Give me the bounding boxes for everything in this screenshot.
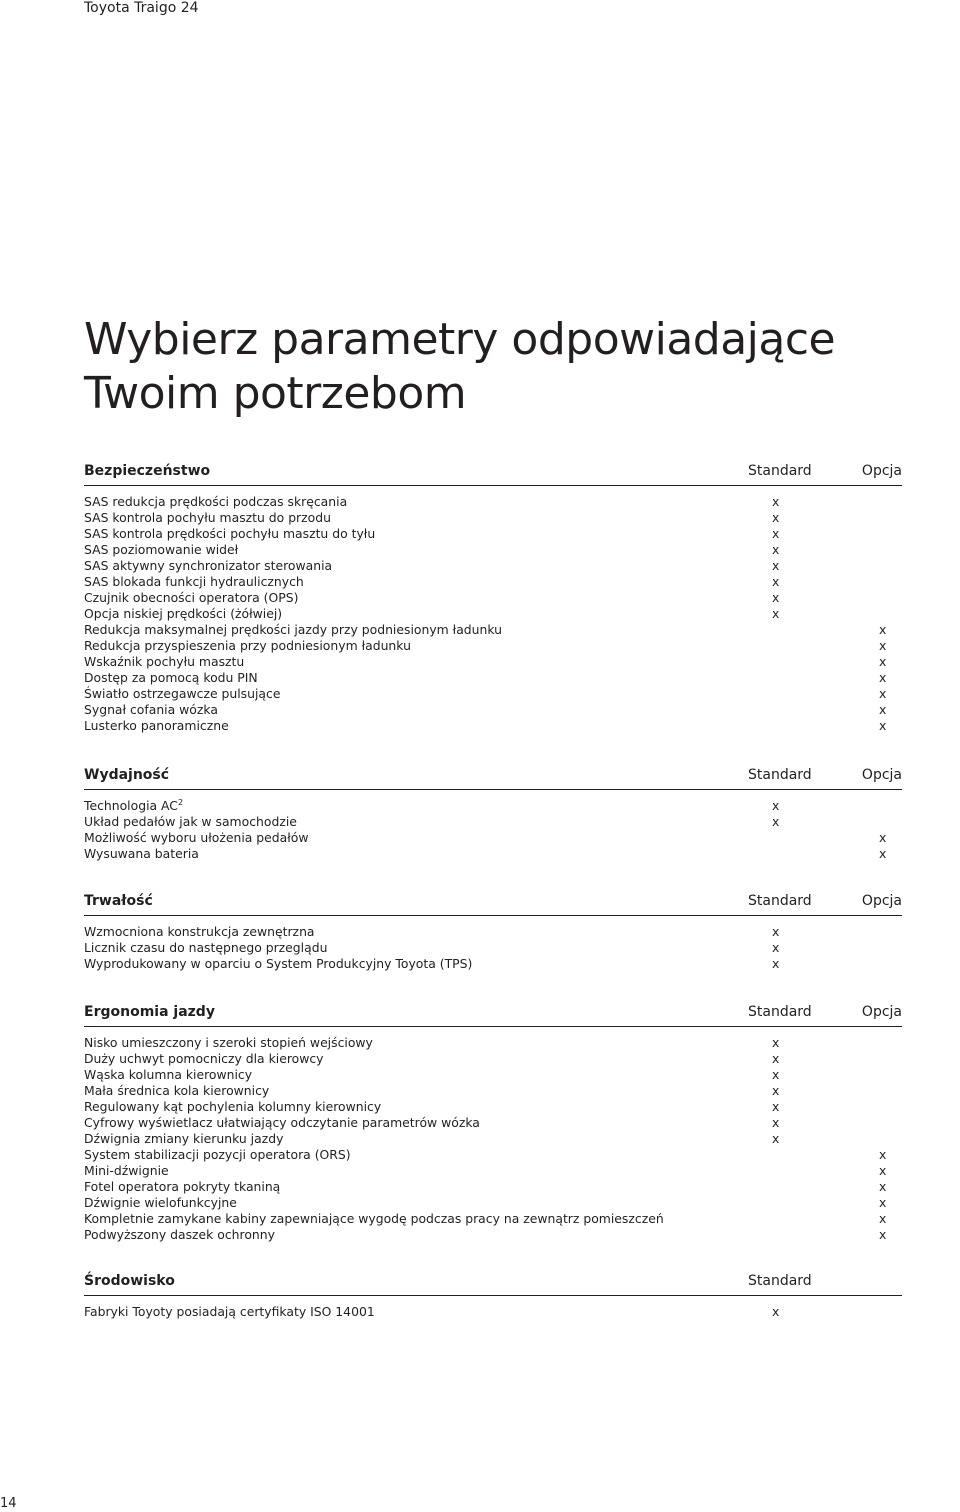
standard-mark: x: [772, 1099, 780, 1114]
page-number: 14: [0, 1496, 17, 1511]
section-header: [84, 1003, 902, 1021]
feature-row: [84, 1163, 902, 1179]
feature-row: [84, 1067, 902, 1083]
feature-row: [84, 924, 902, 940]
option-mark: x: [879, 1147, 887, 1162]
feature-row: [84, 1083, 902, 1099]
option-mark: x: [879, 1163, 887, 1178]
column-header-standard: Standard: [748, 1273, 812, 1289]
option-mark: x: [879, 718, 887, 733]
feature-label-text: Dostęp za pomocą kodu PIN: [84, 670, 258, 685]
section-divider: [84, 1295, 902, 1296]
option-mark: x: [879, 638, 887, 653]
feature-row: [84, 1211, 902, 1227]
standard-mark: x: [772, 956, 780, 971]
feature-label: [84, 1163, 169, 1179]
feature-label-text: Lusterko panoramiczne: [84, 718, 229, 733]
standard-mark: x: [772, 1051, 780, 1066]
section-header: [84, 1272, 902, 1290]
standard-mark: x: [772, 558, 780, 573]
feature-row: [84, 1035, 902, 1051]
footnote-marker: 2: [177, 798, 184, 807]
feature-label: [84, 830, 308, 846]
standard-mark: x: [772, 526, 780, 541]
section-ergonomics: [84, 1003, 902, 1243]
standard-mark: x: [772, 798, 780, 813]
section-divider: [84, 915, 902, 916]
feature-label-text: Możliwość wyboru ułożenia pedałów: [84, 830, 309, 845]
page-title-line-1: Wybierz parametry odpowiadające: [84, 314, 836, 365]
feature-row: [84, 956, 902, 972]
column-header-option: Opcja: [861, 893, 902, 909]
feature-label: [84, 558, 332, 574]
feature-label: [84, 1227, 275, 1243]
option-mark: x: [879, 1211, 887, 1226]
section-environment: [84, 1272, 902, 1320]
feature-label-text: Wyprodukowany w oparciu o System Produkcyjny Toyota (TPS): [84, 956, 473, 971]
feature-label-text: SAS blokada funkcji hydraulicznych: [84, 574, 304, 589]
feature-label-text: Licznik czasu do następnego przeglądu: [84, 940, 328, 955]
feature-label: [84, 940, 327, 956]
feature-row: [84, 686, 902, 702]
feature-label-text: Dźwignia zmiany kierunku jazdy: [84, 1131, 284, 1146]
feature-label: [84, 814, 297, 830]
standard-mark: x: [772, 590, 780, 605]
feature-label-text: Cyfrowy wyświetlacz ułatwiający odczytanie parametrów wózka: [84, 1115, 480, 1130]
feature-label: [84, 1131, 283, 1147]
feature-label: [84, 1147, 351, 1163]
feature-row: [84, 670, 902, 686]
feature-label: [84, 1099, 381, 1115]
option-mark: x: [879, 830, 887, 845]
feature-label: [84, 1304, 375, 1320]
column-header-option: Opcja: [861, 1004, 902, 1020]
feature-label-text: Duży uchwyt pomocniczy dla kierowcy: [84, 1051, 324, 1066]
feature-row: [84, 1195, 902, 1211]
feature-label-text: Czujnik obecności operatora (OPS): [84, 590, 299, 605]
section-divider: [84, 1026, 902, 1027]
option-mark: x: [879, 686, 887, 701]
feature-row: [84, 494, 902, 510]
section-divider: [84, 485, 902, 486]
feature-label-text: Układ pedałów jak w samochodzie: [84, 814, 297, 829]
option-mark: x: [879, 846, 887, 861]
feature-label: [84, 798, 183, 814]
column-header-standard: Standard: [748, 767, 812, 783]
feature-label-text: SAS kontrola pochyłu masztu do przodu: [84, 510, 331, 525]
feature-row: [84, 1179, 902, 1195]
section-header: [84, 892, 902, 910]
feature-row: [84, 814, 902, 830]
column-header-option: Opcja: [861, 463, 902, 479]
feature-label-text: Wzmocniona konstrukcja zewnętrzna: [84, 924, 315, 939]
standard-mark: x: [772, 510, 780, 525]
feature-row: [84, 1051, 902, 1067]
standard-mark: x: [772, 924, 780, 939]
column-header-standard: Standard: [748, 1004, 812, 1020]
standard-mark: x: [772, 1304, 780, 1319]
feature-label: [84, 1067, 252, 1083]
page-title: [84, 313, 835, 421]
feature-row: [84, 590, 902, 606]
feature-label-text: Wąska kolumna kierownicy: [84, 1067, 253, 1082]
feature-row: [84, 1099, 902, 1115]
option-mark: x: [879, 670, 887, 685]
section-title: Bezpieczeństwo: [84, 463, 211, 479]
standard-mark: x: [772, 574, 780, 589]
feature-label-text: Kompletnie zamykane kabiny zapewniające wygodę podczas pracy na zewnątrz pomieszczeń: [84, 1211, 664, 1226]
feature-label-text: SAS poziomowanie wideł: [84, 542, 239, 557]
feature-label-text: Fotel operatora pokryty tkaniną: [84, 1179, 281, 1194]
standard-mark: x: [772, 814, 780, 829]
feature-row: [84, 654, 902, 670]
feature-row: [84, 542, 902, 558]
feature-label: [84, 1035, 373, 1051]
feature-label-text: Regulowany kąt pochylenia kolumny kierownicy: [84, 1099, 382, 1114]
feature-label-text: SAS aktywny synchronizator sterowania: [84, 558, 333, 573]
feature-label: [84, 590, 298, 606]
feature-label-text: Wskaźnik pochyłu masztu: [84, 654, 245, 669]
feature-label: [84, 1083, 269, 1099]
feature-label-text: Redukcja przyspieszenia przy podniesionym ładunku: [84, 638, 411, 653]
section-title: Ergonomia jazdy: [84, 1004, 215, 1020]
option-mark: x: [879, 702, 887, 717]
standard-mark: x: [772, 1035, 780, 1050]
feature-row: [84, 622, 902, 638]
feature-row: [84, 606, 902, 622]
feature-label: [84, 574, 304, 590]
feature-label: [84, 542, 238, 558]
feature-label: [84, 924, 315, 940]
standard-mark: x: [772, 1083, 780, 1098]
feature-label: [84, 654, 244, 670]
feature-row: [84, 510, 902, 526]
option-mark: x: [879, 622, 887, 637]
feature-label: [84, 1195, 237, 1211]
feature-row: [84, 574, 902, 590]
section-durability: [84, 892, 902, 972]
feature-label-text: Dźwignie wielofunkcyjne: [84, 1195, 237, 1210]
feature-label: [84, 638, 411, 654]
feature-label-text: Fabryki Toyoty posiadają certyfikaty ISO 14001: [84, 1304, 375, 1319]
feature-row: [84, 1147, 902, 1163]
standard-mark: x: [772, 1067, 780, 1082]
standard-mark: x: [772, 940, 780, 955]
feature-label-text: Sygnał cofania wózka: [84, 702, 218, 717]
feature-label: [84, 702, 218, 718]
feature-row: [84, 1227, 902, 1243]
standard-mark: x: [772, 494, 780, 509]
feature-row: [84, 940, 902, 956]
option-mark: x: [879, 1227, 887, 1242]
feature-label: [84, 846, 199, 862]
feature-label-text: SAS redukcja prędkości podczas skręcania: [84, 494, 348, 509]
feature-row: [84, 1115, 902, 1131]
feature-row: [84, 718, 902, 734]
feature-row: [84, 638, 902, 654]
feature-label-text: SAS kontrola prędkości pochyłu masztu do tyłu: [84, 526, 376, 541]
option-mark: x: [879, 1179, 887, 1194]
feature-row: [84, 526, 902, 542]
feature-row: [84, 1131, 902, 1147]
section-safety: [84, 462, 902, 734]
standard-mark: x: [772, 1115, 780, 1130]
section-title: Wydajność: [84, 767, 170, 783]
standard-mark: x: [772, 1131, 780, 1146]
feature-label: [84, 526, 375, 542]
feature-label: [84, 622, 502, 638]
feature-row: [84, 798, 902, 814]
feature-label-text: Wysuwana bateria: [84, 846, 199, 861]
feature-label-text: Opcja niskiej prędkości (żółwiej): [84, 606, 283, 621]
section-title: Trwałość: [84, 893, 153, 909]
section-title: Środowisko: [84, 1273, 175, 1289]
document-header: Toyota Traigo 24: [84, 0, 199, 16]
feature-row: [84, 830, 902, 846]
feature-label-text: Mini-dźwignie: [84, 1163, 169, 1178]
feature-label-text: Nisko umieszczony i szeroki stopień wejściowy: [84, 1035, 373, 1050]
feature-label: [84, 956, 472, 972]
feature-label-text: Podwyższony daszek ochronny: [84, 1227, 275, 1242]
feature-label-text: System stabilizacji pozycji operatora (ORS): [84, 1147, 351, 1162]
feature-label: [84, 1051, 324, 1067]
section-header: [84, 462, 902, 480]
column-header-option: Opcja: [861, 767, 902, 783]
section-header: [84, 766, 902, 784]
section-divider: [84, 789, 902, 790]
feature-label: [84, 494, 347, 510]
feature-label: [84, 686, 280, 702]
option-mark: x: [879, 1195, 887, 1210]
section-performance: [84, 766, 902, 862]
feature-label-text: Mała średnica kola kierownicy: [84, 1083, 270, 1098]
feature-row: [84, 702, 902, 718]
column-header-standard: Standard: [748, 463, 812, 479]
feature-row: [84, 846, 902, 862]
feature-label-text: Redukcja maksymalnej prędkości jazdy przy podniesionym ładunku: [84, 622, 503, 637]
feature-label-text: Technologia AC: [84, 798, 178, 813]
feature-label: [84, 1179, 280, 1195]
page-title-line-2: Twoim potrzebom: [84, 368, 467, 419]
feature-label-text: Światło ostrzegawcze pulsujące: [84, 686, 281, 701]
feature-label: [84, 718, 229, 734]
feature-row: [84, 558, 902, 574]
column-header-standard: Standard: [748, 893, 812, 909]
option-mark: x: [879, 654, 887, 669]
feature-row: [84, 1304, 902, 1320]
standard-mark: x: [772, 606, 780, 621]
feature-label: [84, 510, 331, 526]
feature-label: [84, 606, 282, 622]
standard-mark: x: [772, 542, 780, 557]
feature-label: [84, 1115, 480, 1131]
feature-label: [84, 670, 258, 686]
feature-label: [84, 1211, 664, 1227]
